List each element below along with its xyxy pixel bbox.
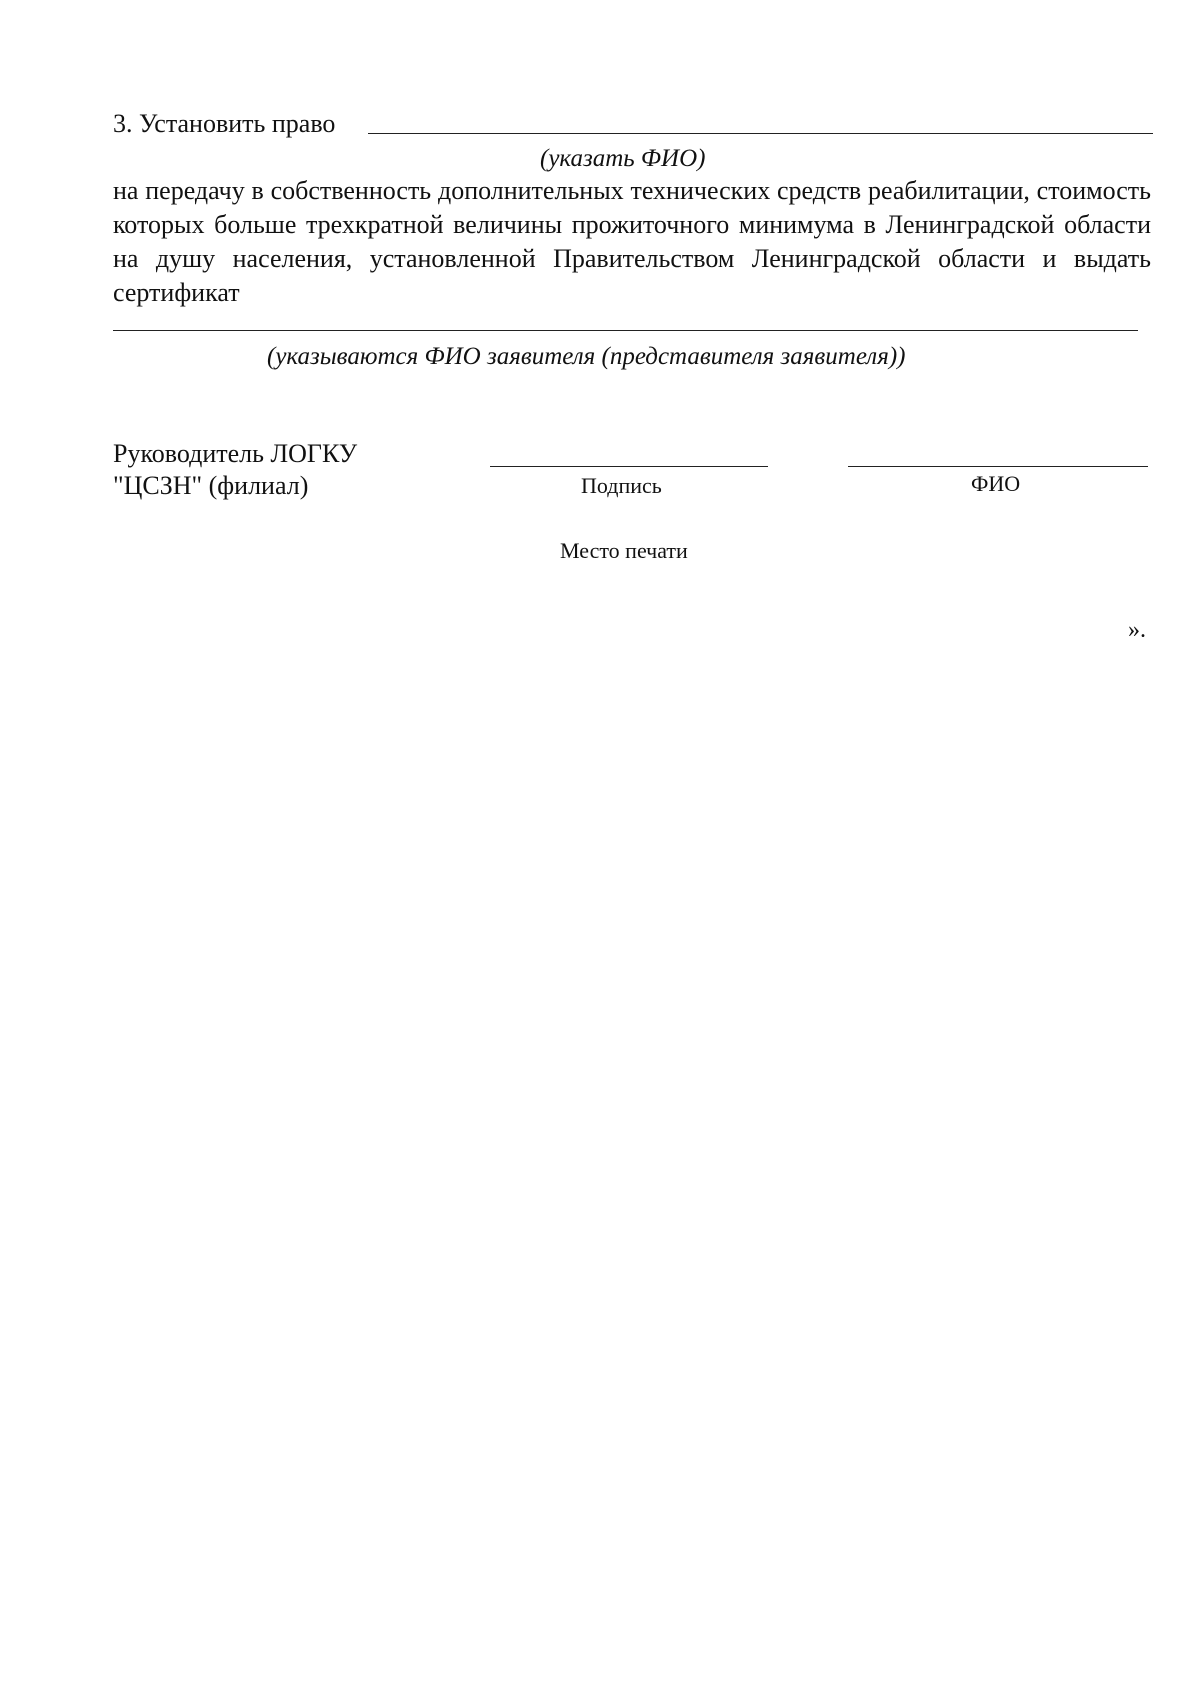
signatory-title-line1: Руководитель ЛОГКУ xyxy=(113,439,358,468)
fio-hint: (указать ФИО) xyxy=(540,145,706,172)
fio-label: ФИО xyxy=(971,471,1021,496)
closing-quote: ». xyxy=(1128,617,1146,643)
fio-line xyxy=(848,466,1148,467)
signatory-title-line2: "ЦСЗН" (филиал) xyxy=(113,471,309,500)
applicant-blank-line xyxy=(113,330,1138,331)
signature-label: Подпись xyxy=(581,473,662,498)
signatory-title xyxy=(113,438,357,502)
paragraph-body: на передачу в собственность дополнительных технических средств реабилитации, стоимость которых больше трехкратной величины прожиточного минимума в Ленинградской области на душу населения, установленной Правительством Ленинградской области и выдать сертификат xyxy=(113,176,1151,307)
stamp-label: Место печати xyxy=(560,538,688,563)
paragraph-lead: 3. Установить право xyxy=(113,109,336,138)
applicant-hint: (указываются ФИО заявителя (представителя заявителя)) xyxy=(267,343,906,370)
signature-line xyxy=(490,466,768,467)
fio-blank-line xyxy=(368,133,1153,134)
